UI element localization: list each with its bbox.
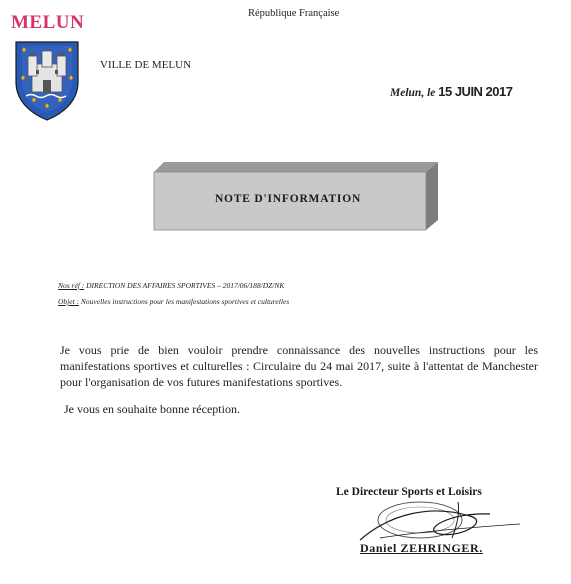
signer-name: Daniel ZEHRINGER. [360, 541, 483, 555]
reference-value: DIRECTION DES AFFAIRES SPORTIVES – 2017/06/188/DZ/NK [86, 281, 285, 290]
subject-label: Objet : [58, 297, 80, 306]
date-line [390, 84, 512, 99]
reference-line [58, 281, 284, 290]
city-brand-logo-text: MELUN [11, 12, 85, 33]
city-name-line: VILLE DE MELUN [100, 59, 192, 71]
body-paragraph: Je vous prie de bien vouloir prendre connaissance des nouvelles instructions pour les manifestations sportives et culturelles : Circulaire du 24 mai 2017, suite à l'attentat de Manchester pour l'organisation de vos futures manifestations sportives. [60, 343, 538, 389]
date-stamp: 15 JUIN 2017 [438, 84, 513, 99]
closing-line: Je vous en souhaite bonne réception. [64, 402, 240, 416]
date-prefix: Melun, le [390, 87, 436, 99]
signer-title: Le Directeur Sports et Loisirs [336, 486, 482, 498]
melun-coat-of-arms-icon [12, 38, 82, 122]
reference-label: Nos réf : [58, 281, 85, 290]
document-title: NOTE D'INFORMATION [214, 193, 362, 205]
republic-header: République Française [248, 8, 340, 19]
subject-value: Nouvelles instructions pour les manifestations sportives et culturelles [80, 297, 290, 306]
subject-line [58, 297, 289, 306]
